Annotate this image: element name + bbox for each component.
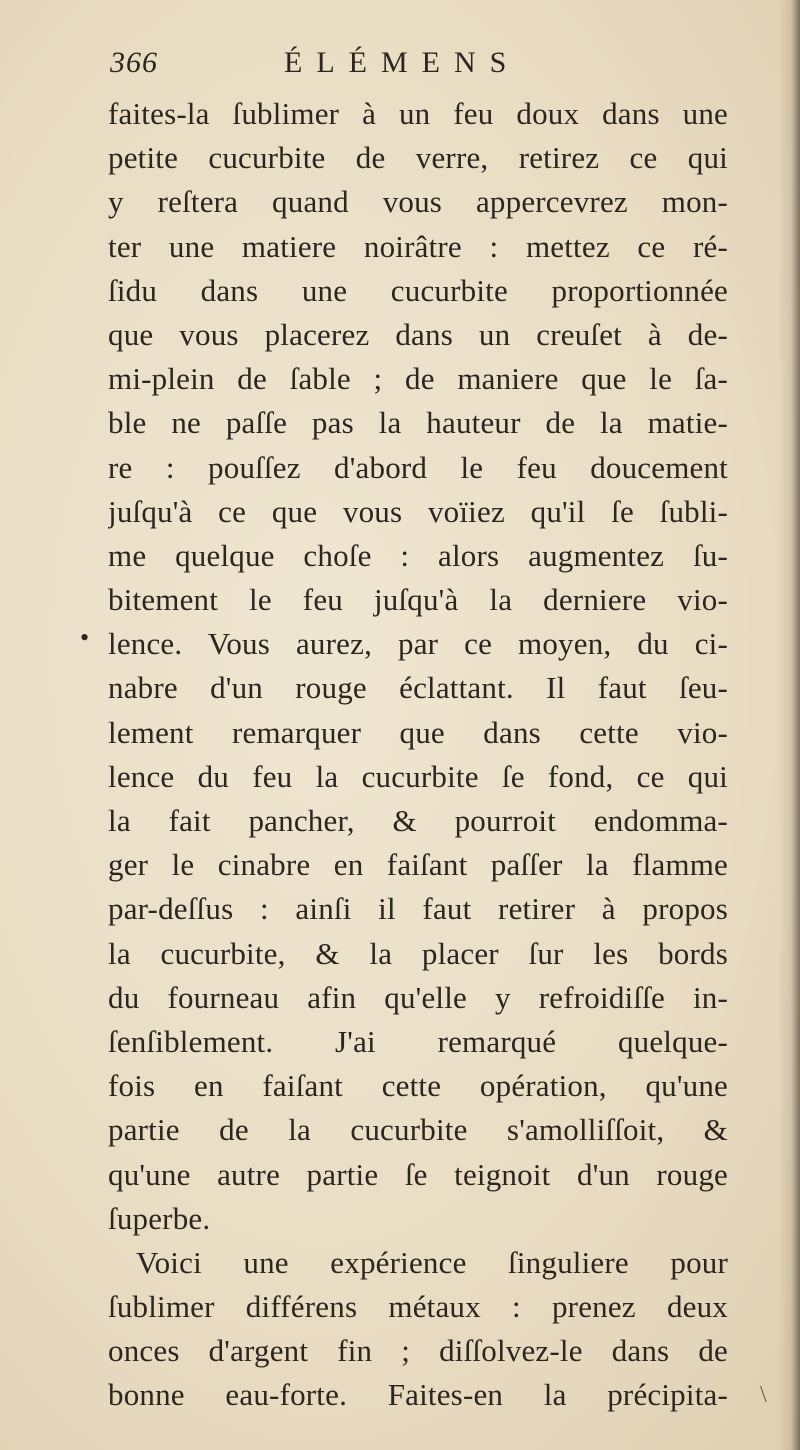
text-line: lence du feu la cucurbite ſe fond, ce qui — [108, 758, 728, 794]
text-line: par-deſſus : ainſi il faut retirer à propos — [108, 891, 728, 927]
text-line: qu'une autre partie ſe teignoit d'un rouge — [108, 1156, 728, 1192]
text-line: lement remarquer que dans cette vio- — [108, 714, 728, 750]
text-line: ſenſiblement. J'ai remarqué quelque- — [108, 1023, 728, 1059]
text-line: nabre d'un rouge éclattant. Il faut ſeu- — [108, 670, 728, 706]
page-gutter-shadow — [778, 0, 800, 1450]
text-line: bitement le feu juſqu'à la derniere vio- — [108, 582, 728, 618]
text-line: bonne eau-forte. Faites-en la précipita- — [108, 1377, 728, 1413]
text-line: ſublimer différens métaux : prenez deux — [108, 1289, 728, 1325]
text-line: que vous placerez dans un creuſet à de- — [108, 316, 728, 352]
running-title: ÉLÉMENS — [284, 46, 521, 79]
text-line: y reſtera quand vous appercevrez mon- — [108, 184, 728, 220]
running-header — [110, 46, 710, 92]
text-line: ble ne paſſe pas la hauteur de la matie- — [108, 405, 728, 441]
text-line: la fait pancher, & pourroit endomma- — [108, 803, 728, 838]
text-line: me quelque choſe : alors augmentez ſu- — [108, 537, 728, 573]
text-line: la cucurbite, & la placer ſur les bords — [108, 935, 728, 971]
text-line: fois en faiſant cette opération, qu'une — [108, 1068, 728, 1104]
paragraph-start-line: Voici une expérience ſinguliere pour — [136, 1244, 728, 1280]
text-line: partie de la cucurbite s'amolliſſoit, & — [108, 1112, 728, 1148]
text-line: faites-la ſublimer à un feu doux dans une — [108, 96, 728, 131]
text-line: re : pouſſez d'abord le feu doucement — [108, 449, 728, 485]
text-line: lence. Vous aurez, par ce moyen, du ci- — [108, 626, 728, 662]
page-number: 366 — [110, 46, 158, 79]
margin-corner-mark: \ — [760, 1382, 767, 1408]
text-line: mi-plein de ſable ; de maniere que le ſa- — [108, 361, 728, 397]
text-line: ſidu dans une cucurbite proportionnée — [108, 272, 728, 308]
paragraph-end-line: ſuperbe. — [108, 1200, 211, 1236]
text-line: onces d'argent fin ; diſſolvez-le dans de — [108, 1333, 728, 1369]
text-line: petite cucurbite de verre, retirez ce qui — [108, 140, 728, 176]
margin-bullet: • — [80, 623, 90, 652]
text-line: ger le cinabre en faiſant paſſer la flamme — [108, 847, 728, 883]
body-text — [108, 92, 728, 1418]
text-line: juſqu'à ce que vous voïiez qu'il ſe ſubli- — [108, 493, 728, 529]
text-line: du fourneau afin qu'elle y refroidiſſe in- — [108, 979, 728, 1015]
text-line: ter une matiere noirâtre : mettez ce ré- — [108, 228, 728, 264]
